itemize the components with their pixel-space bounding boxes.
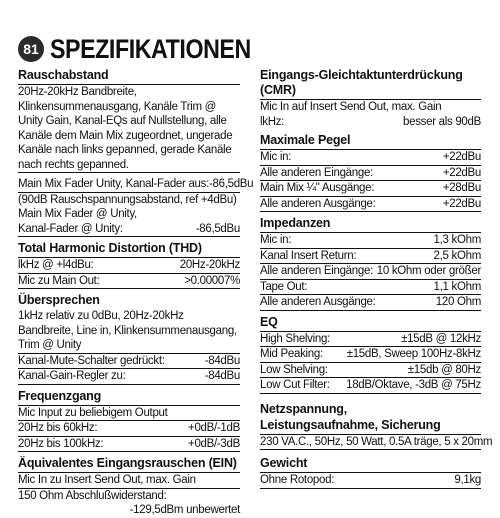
spec-label: Main Mix Fader Unity, Kanal-Fader aus:: [18, 178, 209, 190]
spec-row: [18, 193, 240, 208]
spec-value: 1,1 kOhm: [433, 280, 481, 293]
spec-row: [18, 489, 240, 504]
page-header: [18, 34, 284, 64]
spec-row: [260, 435, 493, 451]
spec-label: lkHz @ +l4dBu:: [18, 259, 94, 271]
section-title-frequenzgang: Frequenzgang: [18, 389, 240, 406]
spec-row: [260, 295, 481, 311]
spec-value: +28dBu: [442, 182, 481, 194]
spec-label: Alle anderen Eingänge:: [260, 265, 373, 277]
spec-label: (90dB Rauschspannungsabstand, ref +4dBu): [18, 193, 237, 206]
spec-value: besser als 90dB: [403, 115, 481, 128]
spec-row: [18, 437, 240, 453]
spec-label: Alle anderen Eingänge:: [260, 166, 373, 179]
spec-label: Mic Input zu beliebigem Output: [18, 406, 168, 419]
page-title: SPEZIFIKATIONEN: [50, 34, 251, 64]
spec-row: [260, 264, 481, 280]
spec-value: -129,5dBm unbewertet: [129, 504, 240, 516]
spec-value: >0.00007%: [184, 274, 240, 287]
spec-value: +22dBu: [442, 166, 481, 179]
section-title-thd: Total Harmonic Distortion (THD): [18, 241, 240, 258]
spec-value: 18dB/Oktave, -3dB @ 75Hz: [346, 379, 481, 391]
spec-row: [18, 473, 240, 489]
spec-value: +22dBu: [442, 197, 481, 210]
spec-label: 230 VA.C., 50Hz, 50 Watt, 0.5A träge, 5 x 20mm: [260, 435, 493, 448]
spec-value: -84dBu: [204, 354, 240, 367]
spec-label: Mic In zu Insert Send Out, max. Gain: [18, 474, 196, 486]
spec-value: ±15db @ 80Hz: [407, 363, 481, 376]
section-title-netzspannung: Netzspannung,: [260, 401, 347, 416]
spec-row: [260, 249, 481, 265]
spec-label: Low Cut Filter:: [260, 379, 330, 391]
spec-label: Main Mix ¼" Ausgänge:: [260, 182, 375, 194]
spec-value: +22dBu: [442, 151, 481, 163]
spec-row: [260, 197, 481, 213]
spec-label: Kanal-Gain-Regler zu:: [18, 370, 126, 382]
spec-label: Kanal-Mute-Schalter gedrückt:: [18, 354, 165, 367]
spec-row: [260, 166, 481, 182]
page-number-badge: 81: [18, 36, 44, 62]
section-title-rauschabstand: Rauschabstand: [18, 68, 240, 85]
spec-row: [18, 274, 240, 290]
section-title-eq: EQ: [260, 315, 481, 332]
spec-value: 120 Ohm: [435, 296, 481, 308]
spec-row: [18, 222, 240, 238]
right-column: [260, 68, 493, 489]
spec-row: [18, 177, 254, 193]
spec-value: ±15dB @ 12kHz: [401, 332, 481, 345]
spec-value: 1,3 kOhm: [433, 234, 481, 246]
spec-row: [260, 181, 481, 197]
spec-row: [18, 354, 240, 370]
spec-label: Mid Peaking:: [260, 348, 323, 360]
uebersprechen-description: 1kHz relativ zu 0dBu, 20Hz-20kHz Bandbreite, Line in, Klinkensummenausgang, Trim @ Unity: [18, 309, 240, 354]
spec-row: [260, 100, 481, 115]
spec-label: 20Hz bis 100kHz:: [18, 437, 104, 450]
section-title-netzspannung-line2: Leistungsaufnahme, Sicherung: [260, 418, 481, 435]
spec-value: -86,5dBu: [195, 222, 240, 235]
spec-label: lkHz:: [260, 115, 285, 128]
spec-row: [260, 150, 481, 166]
spec-label: Tape Out:: [260, 280, 308, 293]
spec-row: [260, 378, 481, 394]
spec-row: [260, 473, 481, 489]
spec-label: Ohne Rotopod:: [260, 474, 335, 486]
spec-label: 20Hz bis 60kHz:: [18, 422, 98, 434]
spec-row: [18, 406, 240, 422]
spec-value: -84dBu: [204, 370, 240, 382]
spec-value: 10 kOhm oder größer: [376, 265, 481, 277]
spec-label: Main Mix Fader @ Unity,: [18, 208, 137, 220]
spec-label: Mic zu Main Out:: [18, 274, 100, 287]
spec-row: [18, 369, 240, 385]
spec-label: Kanal-Fader @ Unity:: [18, 222, 123, 235]
section-title-uebersprechen: Übersprechen: [18, 293, 100, 307]
section-title-maximale-pegel: Maximale Pegel: [260, 133, 481, 150]
spec-value: 20Hz-20kHz: [179, 259, 240, 271]
spec-label: Alle anderen Ausgänge:: [260, 296, 376, 308]
spec-row: [260, 332, 481, 348]
spec-row: [260, 115, 481, 130]
spec-row: [18, 207, 240, 222]
spec-label: 150 Ohm Abschlußwiderstand:: [18, 489, 167, 502]
spec-value: +0dB/-1dB: [188, 422, 240, 434]
section-title-cmr: Eingangs-Gleichtaktunterdrückung (CMR): [260, 68, 481, 100]
spec-row: [18, 421, 240, 437]
spec-row: [260, 280, 481, 296]
spec-value: +0dB/-3dB: [188, 437, 240, 450]
spec-value: -86,5dBu: [209, 178, 254, 190]
spec-row: [18, 258, 240, 274]
spec-row: [260, 347, 481, 363]
spec-row: [260, 233, 481, 249]
rauschabstand-description: 20Hz-20kHz Bandbreite, Klinkensummenausgang, Kanäle Trim @ Unity Gain, Kanal-EQs auf Nullstellung, alle Kanäle dem Main Mix zugeordnet, ungerade Kanäle nach links gepanned, gerade Kanäle nach rechts gepanned.: [18, 85, 240, 173]
spec-label: Mic In auf Insert Send Out, max. Gain: [260, 101, 442, 113]
spec-row: [18, 503, 240, 518]
section-title-gewicht: Gewicht: [260, 456, 481, 473]
section-title-ein: Äquivalentes Eingangsrauschen (EIN): [18, 456, 240, 473]
left-column: [18, 68, 254, 518]
spec-label: Mic in:: [260, 234, 292, 246]
spec-label: Kanal Insert Return:: [260, 249, 357, 262]
spec-label: High Shelving:: [260, 332, 330, 345]
spec-value: 2,5 kOhm: [433, 249, 481, 262]
spec-row: [260, 363, 481, 379]
spec-value: 9,1kg: [454, 474, 481, 486]
spec-label: Alle anderen Ausgänge:: [260, 197, 376, 210]
spec-value: ±15dB, Sweep 100Hz-8kHz: [346, 348, 481, 360]
section-title-impedanzen: Impedanzen: [260, 216, 481, 233]
spec-label: Low Shelving:: [260, 363, 328, 376]
spec-label: Mic in:: [260, 151, 292, 163]
